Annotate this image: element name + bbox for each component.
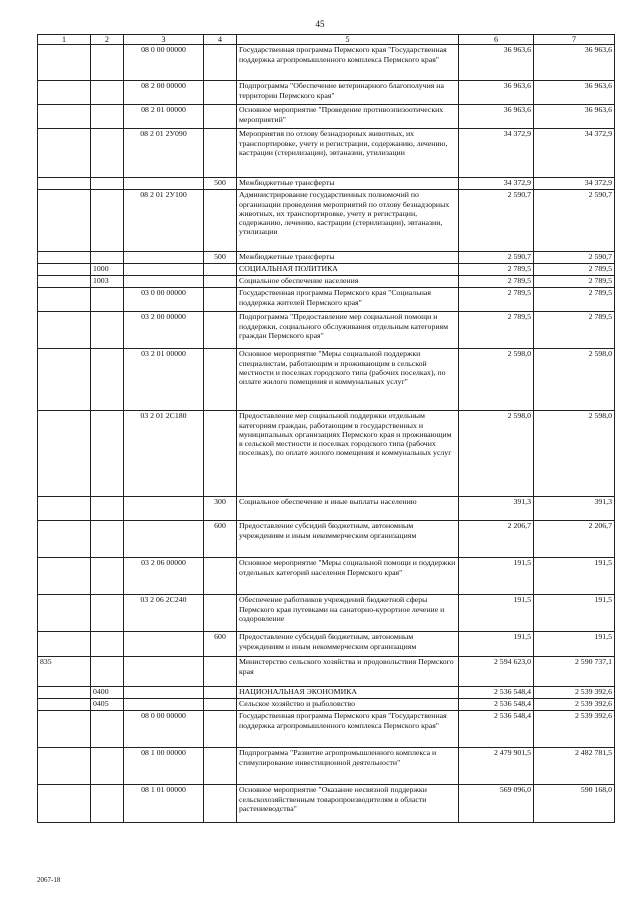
amount-year-1: 2 789,5 <box>459 312 534 349</box>
ministry-code <box>38 81 91 105</box>
target-article-code: 03 2 06 00000 <box>124 558 204 595</box>
amount-year-1: 2 789,5 <box>459 264 534 276</box>
table-row <box>38 252 615 264</box>
table-row <box>38 632 615 657</box>
amount-year-1: 2 789,5 <box>459 276 534 288</box>
table-row <box>38 497 615 521</box>
header-col-6: 6 <box>459 35 534 45</box>
amount-year-2: 34 372,9 <box>534 129 615 178</box>
amount-year-1: 2 536 548,4 <box>459 699 534 711</box>
amount-year-2: 191,5 <box>534 632 615 657</box>
target-article-code <box>124 699 204 711</box>
expense-type-code: 500 <box>204 178 237 190</box>
item-name: Социальное обеспечение и иные выплаты населению <box>237 497 459 521</box>
amount-year-1: 2 789,5 <box>459 288 534 312</box>
item-name: Мероприятия по отлову безнадзорных животных, их транспортировке, учету и регистрации, содержанию, лечению, кастрации (стерилизации), эвтаназии, утилизации <box>237 129 459 178</box>
section-code <box>91 595 124 632</box>
amount-year-1: 191,5 <box>459 558 534 595</box>
amount-year-2: 2 539 392,6 <box>534 687 615 699</box>
amount-year-2: 2 539 392,6 <box>534 711 615 748</box>
expense-type-code <box>204 190 237 252</box>
table-row <box>38 699 615 711</box>
expense-type-code <box>204 288 237 312</box>
amount-year-1: 34 372,9 <box>459 178 534 190</box>
item-name: Министерство сельского хозяйства и продовольствия Пермского края <box>237 657 459 687</box>
expense-type-code: 600 <box>204 632 237 657</box>
section-code <box>91 190 124 252</box>
target-article-code <box>124 276 204 288</box>
section-code <box>91 785 124 823</box>
target-article-code: 03 2 00 00000 <box>124 312 204 349</box>
expense-type-code <box>204 312 237 349</box>
expense-type-code: 500 <box>204 252 237 264</box>
item-name: Межбюджетные трансферты <box>237 252 459 264</box>
table-row <box>38 711 615 748</box>
amount-year-1: 2 206,7 <box>459 521 534 558</box>
expense-type-code <box>204 687 237 699</box>
ministry-code <box>38 411 91 497</box>
target-article-code <box>124 657 204 687</box>
item-name: Основное мероприятие "Проведение противоэпизоотических мероприятий" <box>237 105 459 129</box>
table-row <box>38 129 615 178</box>
amount-year-1: 2 598,0 <box>459 349 534 411</box>
table-row <box>38 178 615 190</box>
expense-type-code: 600 <box>204 521 237 558</box>
expense-type-code <box>204 264 237 276</box>
ministry-code <box>38 687 91 699</box>
section-code <box>91 748 124 785</box>
expense-type-code <box>204 699 237 711</box>
target-article-code: 03 2 01 00000 <box>124 349 204 411</box>
amount-year-1: 36 963,6 <box>459 45 534 81</box>
amount-year-2: 2 598,0 <box>534 411 615 497</box>
section-code <box>91 349 124 411</box>
table-row <box>38 288 615 312</box>
header-row <box>38 35 615 45</box>
section-code: 1003 <box>91 276 124 288</box>
expense-type-code <box>204 657 237 687</box>
ministry-code <box>38 521 91 558</box>
item-name: Основное мероприятие "Меры социальной поддержки специалистам, работающим и проживающим в сельской местности и поселках городского типа (рабочих поселках), по оплате жилого помещения и коммунальных услуг" <box>237 349 459 411</box>
section-code <box>91 411 124 497</box>
expense-type-code: 300 <box>204 497 237 521</box>
item-name: Предоставление субсидий бюджетным, автономным учреждениям и иным некоммерческим организациям <box>237 632 459 657</box>
ministry-code <box>38 105 91 129</box>
section-code <box>91 657 124 687</box>
section-code <box>91 288 124 312</box>
target-article-code: 03 2 01 2С180 <box>124 411 204 497</box>
table-row <box>38 687 615 699</box>
ministry-code <box>38 497 91 521</box>
expense-type-code <box>204 411 237 497</box>
table-row <box>38 748 615 785</box>
item-name: Администрирование государственных полномочий по организации проведения мероприятий по отлову безнадзорных животных, их транспортировке, учету и регистрации, содержанию, лечению, кастрации (стерилизации), эвтаназии, утилизации <box>237 190 459 252</box>
section-code: 0405 <box>91 699 124 711</box>
item-name: Предоставление мер социальной поддержки отдельным категориям граждан, работающим в государственных и муниципальных организациях Пермского края и проживающим в сельской местности и поселках городского типа (рабочих поселках), по оплате жилого помещения и коммунальных услуг <box>237 411 459 497</box>
item-name: Государственная программа Пермского края "Социальная поддержка жителей Пермского края" <box>237 288 459 312</box>
ministry-code <box>38 190 91 252</box>
ministry-code <box>38 264 91 276</box>
section-code <box>91 497 124 521</box>
item-name: Основное мероприятие "Меры социальной помощи и поддержки отдельных категорий населения Пермского края" <box>237 558 459 595</box>
table-row <box>38 45 615 81</box>
ministry-code <box>38 178 91 190</box>
section-code <box>91 45 124 81</box>
table-row <box>38 105 615 129</box>
target-article-code: 08 2 01 2У100 <box>124 190 204 252</box>
amount-year-2: 391,3 <box>534 497 615 521</box>
expense-type-code <box>204 105 237 129</box>
ministry-code <box>38 129 91 178</box>
expense-type-code <box>204 129 237 178</box>
expense-type-code <box>204 711 237 748</box>
target-article-code: 03 2 06 2С240 <box>124 595 204 632</box>
expense-type-code <box>204 748 237 785</box>
header-col-4: 4 <box>204 35 237 45</box>
section-code <box>91 632 124 657</box>
expense-type-code <box>204 349 237 411</box>
table-row <box>38 785 615 823</box>
target-article-code <box>124 521 204 558</box>
ministry-code <box>38 276 91 288</box>
expense-type-code <box>204 558 237 595</box>
item-name: НАЦИОНАЛЬНАЯ ЭКОНОМИКА <box>237 687 459 699</box>
section-code: 1000 <box>91 264 124 276</box>
amount-year-2: 36 963,6 <box>534 81 615 105</box>
table-row <box>38 521 615 558</box>
ministry-code <box>38 288 91 312</box>
table-row <box>38 595 615 632</box>
amount-year-1: 2 590,7 <box>459 190 534 252</box>
target-article-code: 08 0 00 00000 <box>124 45 204 81</box>
section-code: 0400 <box>91 687 124 699</box>
table-row <box>38 657 615 687</box>
amount-year-2: 590 168,0 <box>534 785 615 823</box>
ministry-code <box>38 711 91 748</box>
amount-year-2: 2 482 781,5 <box>534 748 615 785</box>
ministry-code <box>38 252 91 264</box>
amount-year-1: 36 963,6 <box>459 105 534 129</box>
item-name: Государственная программа Пермского края "Государственная поддержка агропромышленного комплекса Пермского края" <box>237 45 459 81</box>
target-article-code <box>124 264 204 276</box>
item-name: Подпрограмма "Развитие агропромышленного комплекса и стимулирование инвестиционной деятельности" <box>237 748 459 785</box>
amount-year-2: 2 539 392,6 <box>534 699 615 711</box>
ministry-code <box>38 699 91 711</box>
item-name: Подпрограмма "Обеспечение ветеринарного благополучия на территории Пермского края" <box>237 81 459 105</box>
ministry-code <box>38 312 91 349</box>
table-row <box>38 411 615 497</box>
ministry-code <box>38 45 91 81</box>
item-name: Обеспечение работников учреждений бюджетной сферы Пермского края путевками на санаторно-курортное лечение и оздоровление <box>237 595 459 632</box>
amount-year-1: 2 594 623,0 <box>459 657 534 687</box>
header-col-5: 5 <box>237 35 459 45</box>
section-code <box>91 521 124 558</box>
section-code <box>91 312 124 349</box>
amount-year-2: 2 590,7 <box>534 190 615 252</box>
amount-year-2: 2 789,5 <box>534 288 615 312</box>
amount-year-1: 34 372,9 <box>459 129 534 178</box>
target-article-code <box>124 632 204 657</box>
ministry-code <box>38 349 91 411</box>
ministry-code <box>38 595 91 632</box>
target-article-code <box>124 252 204 264</box>
header-col-2: 2 <box>91 35 124 45</box>
expense-type-code <box>204 276 237 288</box>
item-name: Межбюджетные трансферты <box>237 178 459 190</box>
target-article-code: 08 1 00 00000 <box>124 748 204 785</box>
amount-year-2: 191,5 <box>534 558 615 595</box>
amount-year-1: 2 536 548,4 <box>459 687 534 699</box>
amount-year-2: 2 789,5 <box>534 276 615 288</box>
ministry-code <box>38 632 91 657</box>
table-row <box>38 276 615 288</box>
expense-type-code <box>204 595 237 632</box>
target-article-code <box>124 687 204 699</box>
section-code <box>91 178 124 190</box>
section-code <box>91 129 124 178</box>
item-name: Предоставление субсидий бюджетным, автономным учреждениям и иным некоммерческим организациям <box>237 521 459 558</box>
section-code <box>91 711 124 748</box>
amount-year-2: 2 590 737,1 <box>534 657 615 687</box>
target-article-code <box>124 178 204 190</box>
amount-year-2: 2 789,5 <box>534 264 615 276</box>
budget-table <box>37 34 615 823</box>
target-article-code: 08 0 00 00000 <box>124 711 204 748</box>
page-number: 45 <box>315 19 325 29</box>
amount-year-2: 2 789,5 <box>534 312 615 349</box>
expense-type-code <box>204 81 237 105</box>
amount-year-1: 191,5 <box>459 632 534 657</box>
amount-year-1: 2 536 548,4 <box>459 711 534 748</box>
amount-year-2: 2 206,7 <box>534 521 615 558</box>
item-name: СОЦИАЛЬНАЯ ПОЛИТИКА <box>237 264 459 276</box>
amount-year-2: 191,5 <box>534 595 615 632</box>
amount-year-2: 36 963,6 <box>534 45 615 81</box>
amount-year-2: 2 590,7 <box>534 252 615 264</box>
amount-year-1: 2 590,7 <box>459 252 534 264</box>
table-row <box>38 558 615 595</box>
table-row <box>38 349 615 411</box>
ministry-code <box>38 785 91 823</box>
header-col-1: 1 <box>38 35 91 45</box>
table-row <box>38 81 615 105</box>
amount-year-2: 2 598,0 <box>534 349 615 411</box>
target-article-code: 08 2 01 2У090 <box>124 129 204 178</box>
amount-year-1: 36 963,6 <box>459 81 534 105</box>
item-name: Сельское хозяйство и рыболовство <box>237 699 459 711</box>
item-name: Основное мероприятие "Оказание несвязной поддержки сельскохозяйственным товаропроизводителям в области растениеводства" <box>237 785 459 823</box>
ministry-code <box>38 748 91 785</box>
expense-type-code <box>204 785 237 823</box>
section-code <box>91 81 124 105</box>
table-row <box>38 190 615 252</box>
section-code <box>91 105 124 129</box>
item-name: Государственная программа Пермского края "Государственная поддержка агропромышленного комплекса Пермского края" <box>237 711 459 748</box>
document-code: 2067-18 <box>37 876 61 884</box>
target-article-code: 03 0 00 00000 <box>124 288 204 312</box>
amount-year-1: 391,3 <box>459 497 534 521</box>
section-code <box>91 252 124 264</box>
target-article-code: 08 2 01 00000 <box>124 105 204 129</box>
target-article-code: 08 1 01 00000 <box>124 785 204 823</box>
amount-year-2: 36 963,6 <box>534 105 615 129</box>
amount-year-2: 34 372,9 <box>534 178 615 190</box>
table-row <box>38 312 615 349</box>
table-row <box>38 264 615 276</box>
target-article-code <box>124 497 204 521</box>
expense-type-code <box>204 45 237 81</box>
amount-year-1: 2 598,0 <box>459 411 534 497</box>
item-name: Подпрограмма "Предоставление мер социальной помощи и поддержки, социального обслуживания отдельным категориям граждан Пермского края" <box>237 312 459 349</box>
target-article-code: 08 2 00 00000 <box>124 81 204 105</box>
item-name: Социальное обеспечение населения <box>237 276 459 288</box>
header-col-3: 3 <box>124 35 204 45</box>
ministry-code: 835 <box>38 657 91 687</box>
ministry-code <box>38 558 91 595</box>
section-code <box>91 558 124 595</box>
amount-year-1: 2 479 901,5 <box>459 748 534 785</box>
header-col-7: 7 <box>534 35 615 45</box>
amount-year-1: 191,5 <box>459 595 534 632</box>
amount-year-1: 569 096,0 <box>459 785 534 823</box>
